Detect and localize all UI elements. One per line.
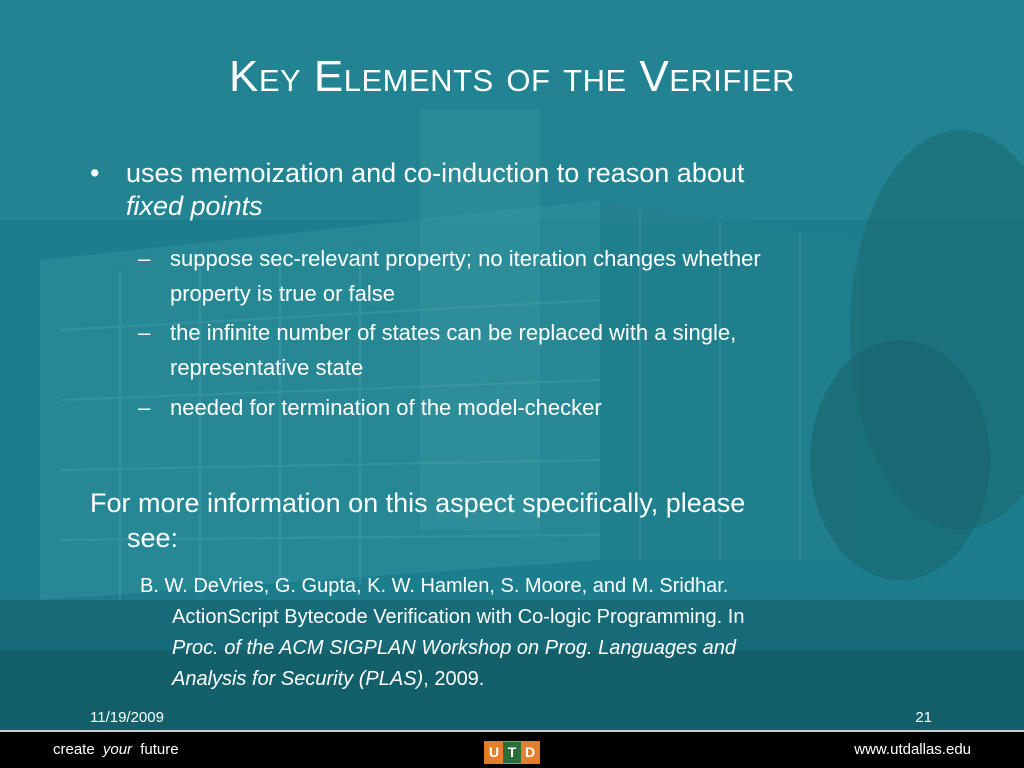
tagline-post: future: [140, 741, 179, 758]
reference-line4-italic: Analysis for Security (PLAS): [172, 668, 424, 690]
slide-page-number: 21: [915, 709, 932, 726]
footer-bar: [0, 730, 1024, 768]
utd-logo: [484, 741, 540, 764]
footer-tagline: [53, 741, 179, 758]
logo-letter-d: D: [521, 742, 539, 763]
sub-bullet-1: [138, 241, 950, 311]
sub-bullet-2-line1: the infinite number of states can be replaced with a single,: [170, 320, 737, 345]
sub-bullet-dash: –: [138, 395, 151, 420]
reference-line3: Proc. of the ACM SIGPLAN Workshop on Prog. Languages and: [172, 637, 737, 659]
reference-citation: [140, 571, 940, 695]
bullet-line2: fixed points: [126, 191, 263, 221]
reference-line4-rest: , 2009.: [423, 668, 485, 690]
sub-bullet-dash: –: [138, 320, 151, 345]
bullet-symbol: •: [90, 158, 100, 188]
sub-bullet-2: [138, 315, 950, 385]
reference-line1: B. W. DeVries, G. Gupta, K. W. Hamlen, S. Moore, and M. Sridhar.: [140, 575, 729, 597]
bullet-line1: uses memoization and co-induction to reason about: [126, 158, 745, 188]
tagline-italic: your: [102, 741, 133, 758]
tagline-pre: create: [53, 741, 95, 758]
reference-line2: ActionScript Bytecode Verification with Co-logic Programming. In: [172, 606, 745, 628]
sub-bullet-1-line1: suppose sec-relevant property; no iteration changes whether: [170, 246, 761, 271]
more-info-line2: see:: [127, 523, 179, 553]
sub-bullet-dash: –: [138, 246, 151, 271]
logo-letter-t: T: [503, 742, 521, 763]
sub-bullet-3: [138, 390, 950, 425]
more-info-paragraph: [90, 486, 950, 556]
footer-url: www.utdallas.edu: [854, 741, 971, 758]
logo-letter-u: U: [485, 742, 503, 763]
sub-bullet-3-line1: needed for termination of the model-checker: [170, 395, 602, 420]
sub-bullet-2-line2: representative state: [170, 355, 364, 380]
bullet-memoization: [90, 157, 946, 223]
slide-date: 11/19/2009: [90, 709, 164, 726]
more-info-line1: For more information on this aspect specifically, please: [90, 488, 746, 518]
sub-bullet-1-line2: property is true or false: [170, 281, 395, 306]
slide-title: Key Elements of the Verifier: [228, 52, 796, 101]
